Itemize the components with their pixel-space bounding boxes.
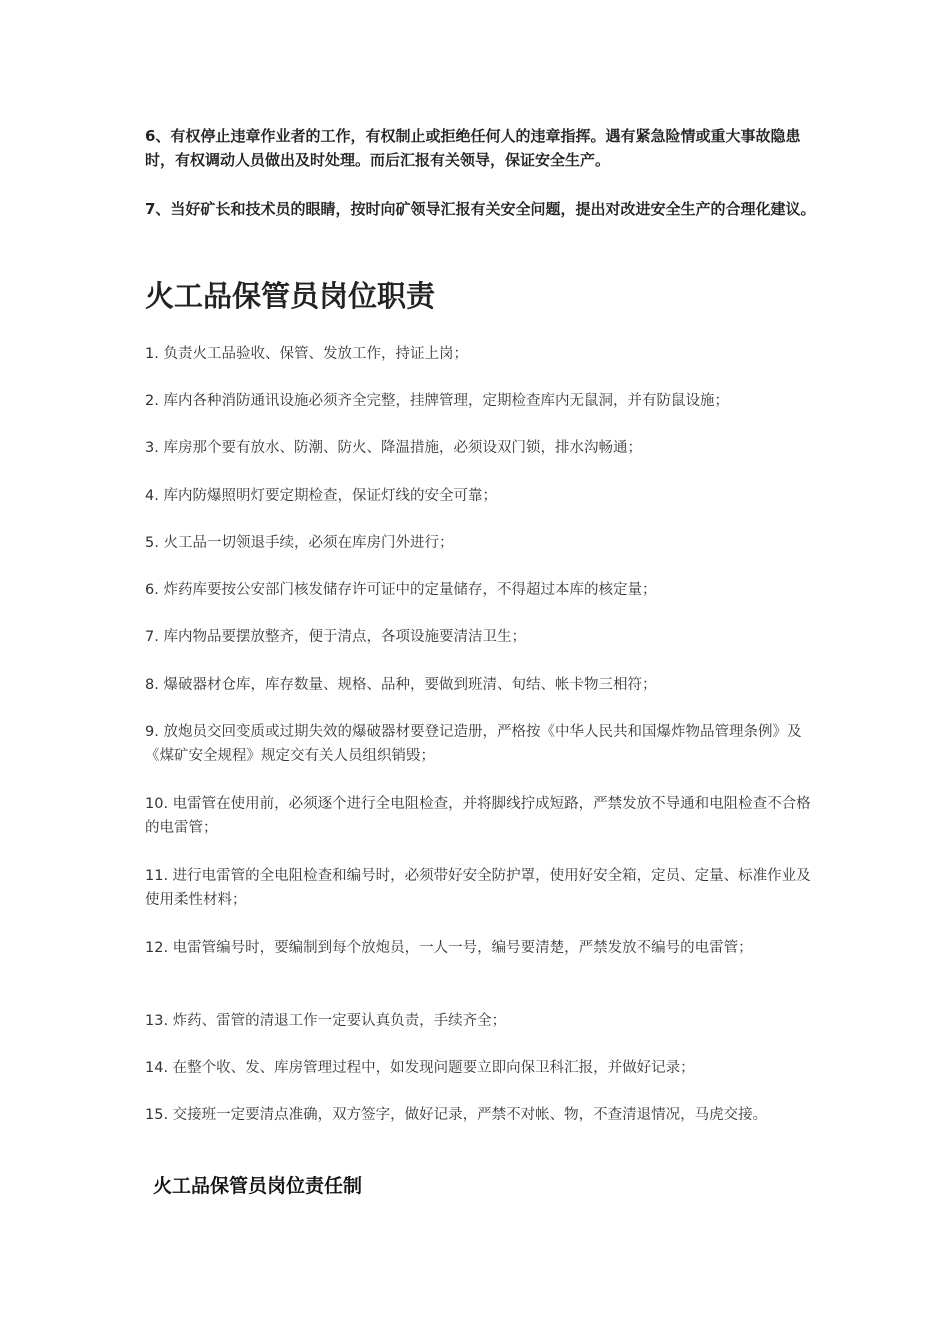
list-item: 8. 爆破器材仓库，库存数量、规格、品种，要做到班清、旬结、帐卡物三相符； [145, 677, 657, 693]
list-item: 4. 库内防爆照明灯要定期检查，保证灯线的安全可靠； [145, 488, 497, 504]
list-item: 13. 炸药、雷管的清退工作一定要认真负责，手续齐全； [145, 1013, 507, 1029]
list-item: 10. 电雷管在使用前，必须逐个进行全电阻检查，并将脚线拧成短路，严禁发放不导通和电阻检查不合格的电雷管； [145, 796, 811, 836]
list-item: 2. 库内各种消防通讯设施必须齐全完整，挂牌管理，定期检查库内无鼠洞，并有防鼠设施； [145, 393, 729, 409]
list-item: 3. 库房那个要有放水、防潮、防火、降温措施，必须设双门锁，排水沟畅通； [145, 440, 642, 456]
list-item: 14. 在整个收、发、库房管理过程中，如发现问题要立即向保卫科汇报，并做好记录； [145, 1060, 695, 1076]
intro-paragraph-6: 6、有权停止违章作业者的工作，有权制止或拒绝任何人的违章指挥。遇有紧急险情或重大事故隐患时，有权调动人员做出及时处理。而后汇报有关领导，保证安全生产。 [145, 127, 801, 169]
list-item: 9. 放炮员交回变质或过期失效的爆破器材要登记造册，严格按《中华人民共和国爆炸物品管理条例》及《煤矿安全规程》规定交有关人员组织销毁； [145, 724, 802, 764]
list-item: 5. 火工品一切领退手续，必须在库房门外进行； [145, 535, 454, 551]
list-item: 1. 负责火工品验收、保管、发放工作，持证上岗； [145, 346, 468, 362]
subsection-title: 火工品保管员岗位责任制 [153, 1175, 363, 1197]
list-item: 12. 电雷管编号时，要编制到每个放炮员，一人一号，编号要清楚，严禁发放不编号的电雷管； [145, 940, 753, 956]
list-item: 7. 库内物品要摆放整齐，便于清点，各项设施要清洁卫生； [145, 629, 526, 645]
list-item: 6. 炸药库要按公安部门核发储存许可证中的定量储存，不得超过本库的核定量； [145, 582, 657, 598]
list-item: 15. 交接班一定要清点准确，双方签字，做好记录，严禁不对帐、物，不查清退情况，马虎交接。 [145, 1107, 768, 1123]
list-item: 11. 进行电雷管的全电阻检查和编号时，必须带好安全防护罩，使用好安全箱，定员、定量、标准作业及使用柔性材料； [145, 868, 811, 908]
intro-paragraph-7: 7、当好矿长和技术员的眼睛，按时向矿领导汇报有关安全问题，提出对改进安全生产的合理化建议。 [145, 200, 816, 218]
section-title: 火工品保管员岗位职责 [145, 279, 436, 313]
